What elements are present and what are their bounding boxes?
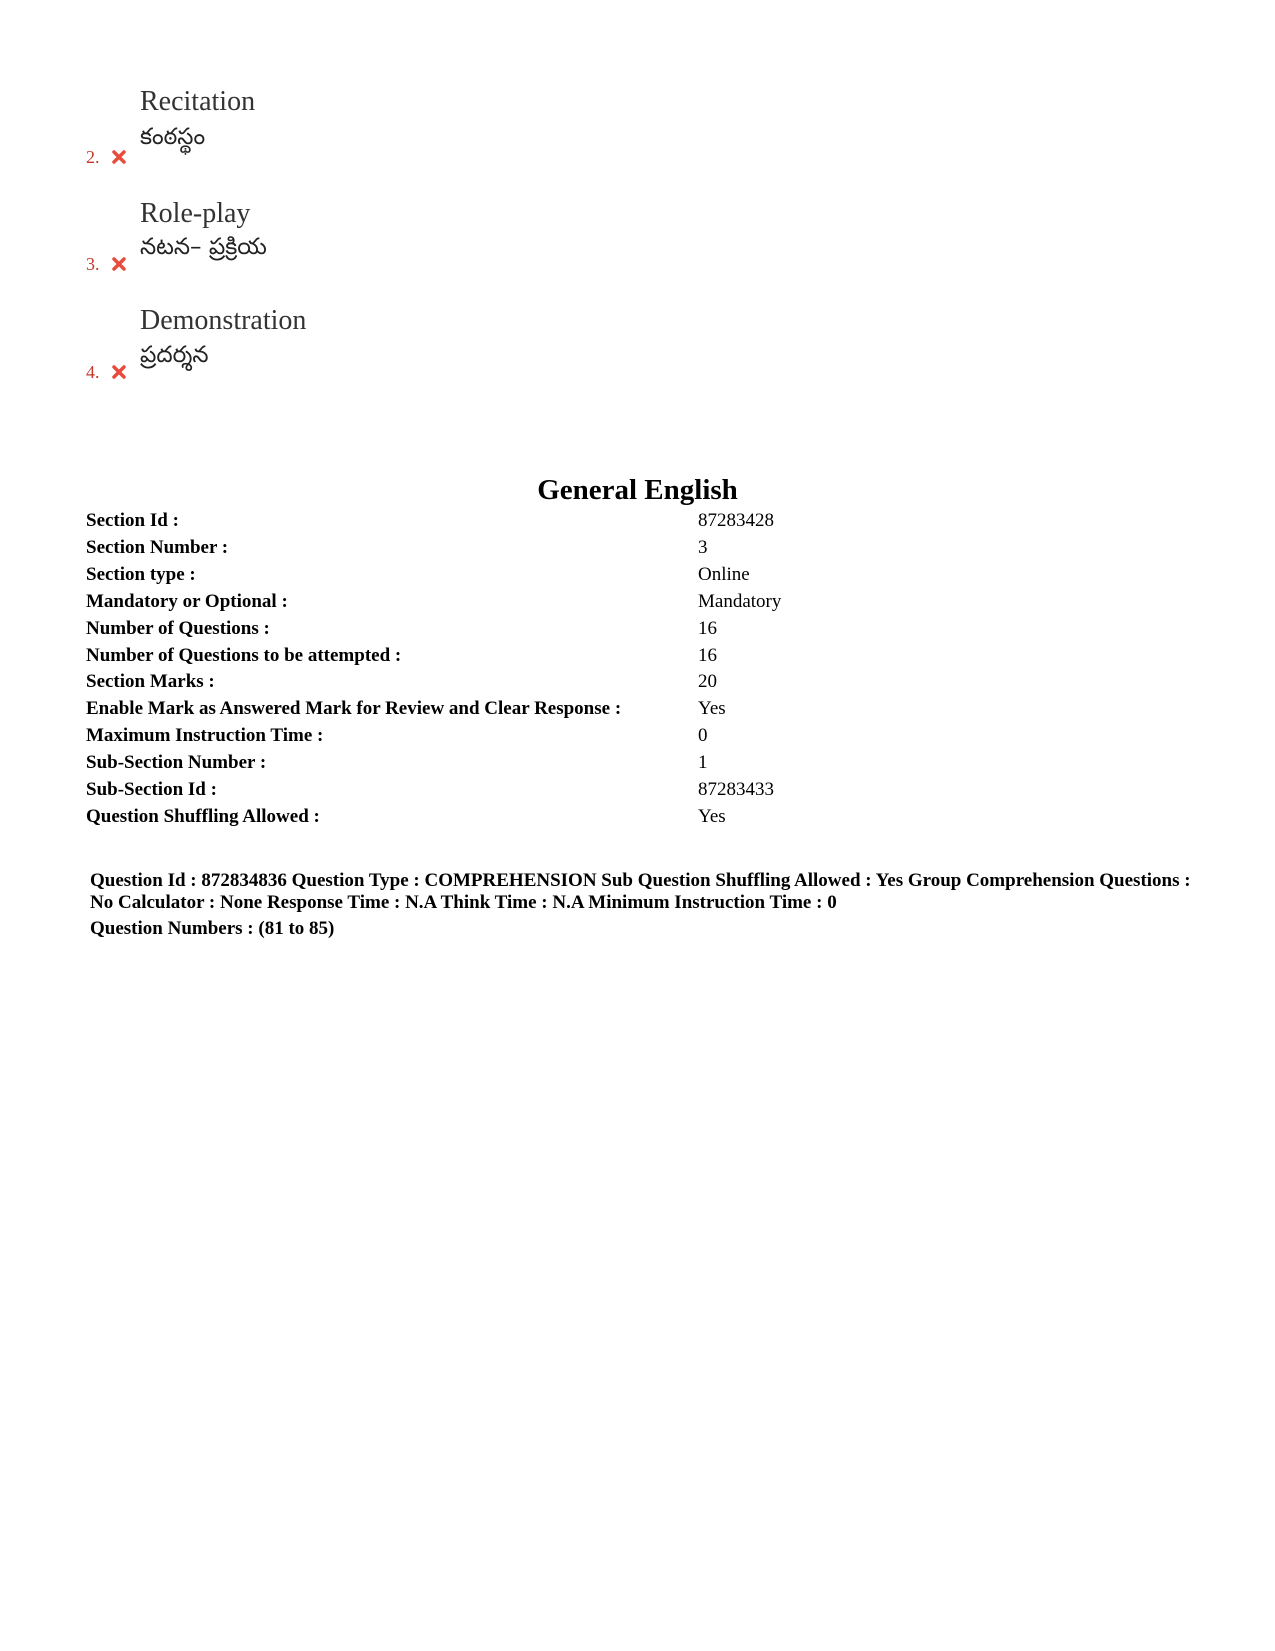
option-telugu-text: ప్రదర్శన — [140, 342, 209, 368]
info-value: Online — [698, 564, 750, 585]
cross-icon — [112, 365, 126, 379]
info-value: 16 — [698, 645, 717, 666]
info-value: Yes — [698, 698, 726, 719]
info-label: Sub-Section Number : — [86, 752, 267, 773]
info-value: Mandatory — [698, 591, 782, 612]
option-telugu-text: కంఠస్థం — [140, 124, 206, 150]
section-title: General English — [537, 474, 738, 506]
option-english-text: Recitation — [140, 86, 256, 117]
info-value: 87283433 — [698, 779, 774, 800]
info-value: 1 — [698, 752, 708, 773]
info-value: Yes — [698, 806, 726, 827]
info-label: Section Id : — [86, 510, 179, 531]
info-row-enable-mark-answered — [86, 698, 1186, 725]
info-label: Question Shuffling Allowed : — [86, 806, 320, 827]
info-label: Number of Questions : — [86, 618, 270, 639]
info-row-questions-to-attempt — [86, 645, 1186, 672]
info-label: Sub-Section Id : — [86, 779, 217, 800]
info-row-section-number — [86, 537, 1186, 564]
option-number: 3. — [86, 254, 100, 274]
info-row-question-shuffling — [86, 806, 1186, 833]
info-value: 0 — [698, 725, 708, 746]
info-label: Mandatory or Optional : — [86, 591, 288, 612]
info-label: Maximum Instruction Time : — [86, 725, 324, 746]
info-label: Enable Mark as Answered Mark for Review and Clear Response : — [86, 698, 622, 719]
info-value: 16 — [698, 618, 717, 639]
info-value: 87283428 — [698, 510, 774, 531]
info-label: Section Number : — [86, 537, 229, 558]
info-row-sub-section-id — [86, 779, 1186, 806]
info-label: Section Marks : — [86, 671, 215, 692]
info-row-mandatory-optional — [86, 591, 1186, 618]
option-number: 2. — [86, 147, 100, 167]
option-english-text: Demonstration — [140, 305, 307, 336]
info-row-section-marks — [86, 671, 1186, 698]
info-row-number-of-questions — [86, 618, 1186, 645]
cross-icon — [112, 257, 126, 271]
info-label: Number of Questions to be attempted : — [86, 645, 402, 666]
cross-icon — [112, 150, 126, 164]
option-telugu-text: నటన– ప్రక్రియ — [140, 234, 267, 260]
info-label: Section type : — [86, 564, 196, 585]
info-value: 3 — [698, 537, 708, 558]
option-english-text: Role-play — [140, 198, 251, 229]
info-row-sub-section-number — [86, 752, 1186, 779]
option-number: 4. — [86, 362, 100, 382]
info-value: 20 — [698, 671, 717, 692]
question-meta: Question Id : 872834836 Question Type : COMPREHENSION Sub Question Shuffling Allowed : Yes Group Comprehension Questions : No Calculator : None Response Time : N.A Think Time : N.A Minimum Instruction Time : 0 — [90, 870, 1191, 913]
info-row-section-type — [86, 564, 1186, 591]
question-numbers: Question Numbers : (81 to 85) — [90, 918, 335, 939]
info-row-max-instruction-time — [86, 725, 1186, 752]
info-row-section-id — [86, 510, 1186, 537]
